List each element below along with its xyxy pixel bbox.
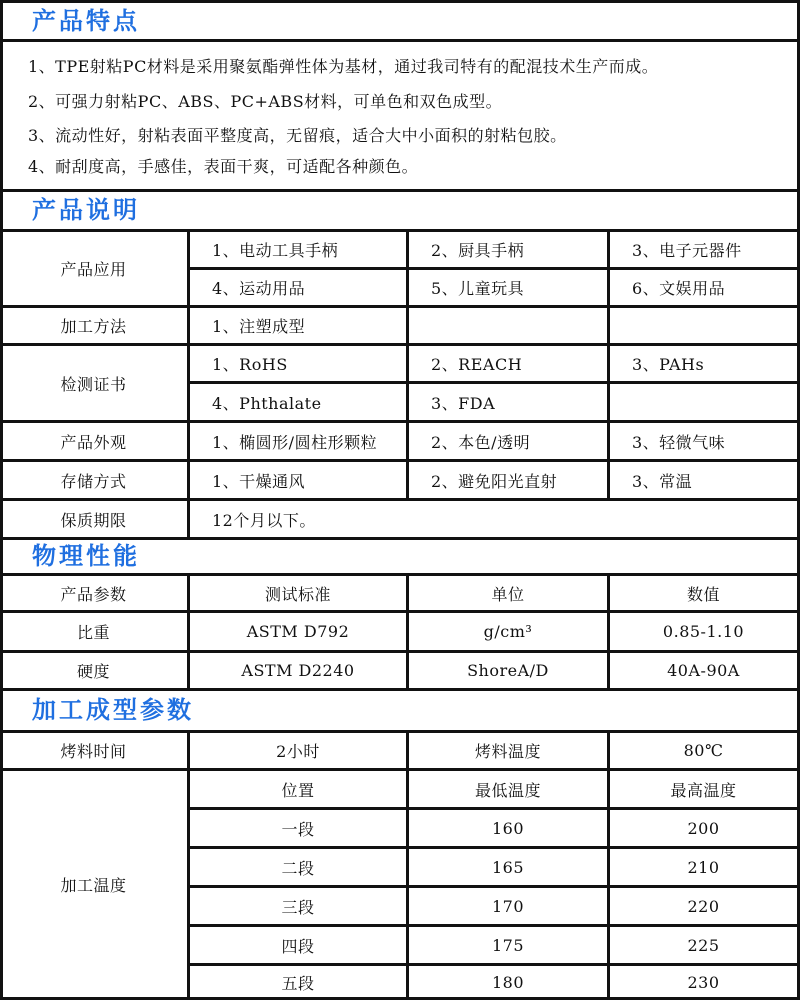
row-label-appearance: 产品外观: [60, 432, 127, 452]
min-temp: 160: [491, 818, 525, 838]
application-item: 2、厨具手柄: [431, 241, 525, 260]
row-label-method: 加工方法: [60, 317, 127, 336]
table-cell: 0.85-1.10: [662, 622, 745, 641]
column-header: 最高温度: [670, 780, 737, 800]
certificate-item: 3、FDA: [431, 393, 496, 413]
processing-temp-label: 加工温度: [60, 876, 127, 895]
min-temp: 180: [491, 972, 525, 992]
min-temp: 175: [491, 935, 525, 955]
table-cell: 比重: [76, 623, 110, 642]
physical-section-title: 物理性能: [32, 542, 140, 570]
column-header: 最低温度: [474, 780, 541, 800]
zone-name: 二段: [281, 858, 315, 878]
min-temp: 170: [491, 896, 525, 916]
column-header: 位置: [281, 780, 315, 800]
max-temp: 200: [687, 818, 720, 838]
shelf-life-value: 12个月以下。: [212, 510, 316, 530]
zone-name: 五段: [281, 973, 315, 993]
table-cell: 40A-90A: [667, 661, 740, 680]
table-cell: 硬度: [76, 662, 110, 681]
zone-name: 一段: [281, 819, 315, 839]
column-header: 单位: [491, 584, 525, 604]
application-item: 1、电动工具手柄: [212, 241, 339, 260]
appearance-item: 1、椭圆形/圆柱形颗粒: [212, 432, 378, 452]
max-temp: 220: [687, 896, 720, 916]
application-item: 4、运动用品: [212, 279, 306, 298]
divider: [0, 39, 800, 42]
column-header: 测试标准: [264, 584, 331, 604]
certificate-item: 4、Phthalate: [212, 393, 322, 413]
row-label-storage: 存储方式: [60, 471, 127, 491]
grid-line: [0, 537, 800, 540]
appearance-item: 2、本色/透明: [431, 432, 531, 452]
drying-time-value: 2小时: [276, 742, 320, 761]
table-cell: ShoreA/D: [467, 661, 549, 680]
description-section-title: 产品说明: [32, 196, 140, 224]
table-cell: ASTM D2240: [241, 661, 355, 680]
zone-name: 四段: [281, 936, 315, 956]
max-temp: 230: [687, 972, 720, 992]
min-temp: 165: [491, 857, 525, 877]
feature-item: 4、耐刮度高，手感佳，表面干爽，可适配各种颜色。: [28, 157, 419, 176]
appearance-item: 3、轻微气味: [632, 432, 726, 452]
column-header: 产品参数: [60, 584, 127, 604]
drying-temp-value: 80℃: [683, 741, 724, 760]
column-header: 数值: [686, 584, 720, 604]
storage-item: 3、常温: [632, 471, 693, 491]
row-label-application: 产品应用: [60, 260, 127, 279]
row-label-shelf-life: 保质期限: [60, 510, 127, 530]
application-item: 3、电子元器件: [632, 241, 742, 260]
table-cell: g/cm³: [483, 622, 533, 641]
certificate-item: 2、REACH: [431, 355, 523, 374]
row-label-certificates: 检测证书: [60, 374, 127, 394]
application-item: 6、文娱用品: [632, 279, 726, 298]
drying-time-label: 烤料时间: [60, 742, 127, 761]
max-temp: 225: [687, 935, 720, 955]
drying-temp-label: 烤料温度: [474, 742, 541, 761]
certificate-item: 3、PAHs: [632, 355, 705, 374]
feature-item: 3、流动性好，射粘表面平整度高，无留痕，适合大中小面积的射粘包胶。: [28, 126, 567, 145]
zone-name: 三段: [281, 897, 315, 917]
features-section-title: 产品特点: [32, 7, 140, 35]
grid-line: [0, 688, 800, 691]
max-temp: 210: [687, 857, 720, 877]
table-cell: ASTM D792: [246, 622, 350, 641]
storage-item: 2、避免阳光直射: [431, 471, 558, 491]
divider: [0, 189, 800, 192]
feature-item: 1、TPE射粘PC材料是采用聚氨酯弹性体为基材，通过我司特有的配混技术生产而成。: [28, 57, 659, 76]
certificate-item: 1、RoHS: [212, 355, 288, 374]
application-item: 5、儿童玩具: [431, 279, 525, 298]
feature-item: 2、可强力射粘PC、ABS、PC+ABS材料，可单色和双色成型。: [28, 92, 503, 111]
storage-item: 1、干燥通风: [212, 471, 306, 491]
method-item: 1、注塑成型: [212, 317, 306, 336]
processing-section-title: 加工成型参数: [32, 696, 194, 724]
